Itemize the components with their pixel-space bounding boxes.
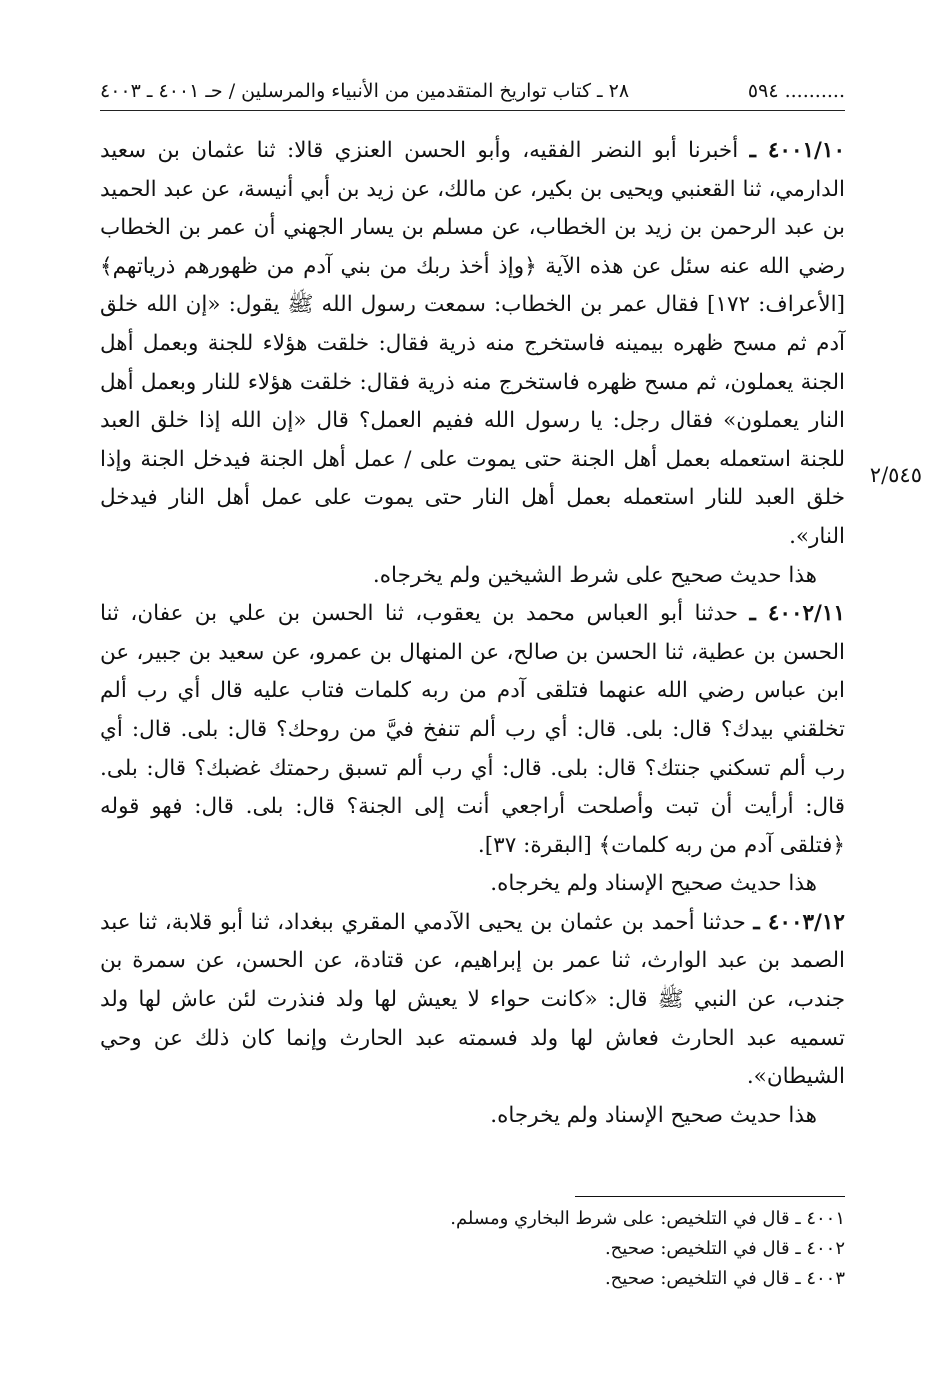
hadith-number: ٤٠٠٣/١٢ ـ [753, 909, 845, 935]
hadith-verdict: هذا حديث صحيح الإسناد ولم يخرجاه. [490, 1102, 817, 1128]
hadith-text: حدثنا أحمد بن عثمان بن يحيى الآدمي المقري ببغداد، ثنا أبو قلابة، ثنا عبد الصمد بن عبد الوارث، ثنا عمر بن إبراهيم، عن قتادة، عن الحسن، عن سمرة بن جندب، عن النبي ﷺ قال: «كانت حواء لا يعيش لها ولد فنذرت لئن عاش لها ولد تسميه عبد الحارث فعاش لها ولد فسمته عبد الحارث وإنما كان ذلك عن وحي الشيطان». [100, 909, 845, 1090]
main-text [100, 132, 845, 1135]
margin-volume-reference: ٢/٥٤٥ [869, 463, 922, 487]
hadith-verdict: هذا حديث صحيح الإسناد ولم يخرجاه. [490, 871, 817, 897]
footnote-item: ٤٠٠٣ ـ قال في التلخيص: صحيح. [604, 1268, 845, 1289]
header-page-number-group [748, 78, 845, 104]
footnote-item: ٤٠٠١ ـ قال في التلخيص: على شرط البخاري ومسلم. [450, 1208, 845, 1229]
header-dots: .......... [784, 80, 845, 102]
footnotes [360, 1204, 845, 1294]
header-page-number: ٥٩٤ [747, 80, 779, 102]
hadith-text: حدثنا أبو العباس محمد بن يعقوب، ثنا الحسن بن علي بن عفان، ثنا الحسن بن عطية، ثنا الحسن بن صالح، عن المنهال بن عمرو، عن سعيد بن جبير، عن ابن عباس رضي الله عنهما فتلقى آدم من ربه كلمات فتاب عليه قال أي رب ألم تخلقني بيدك؟ قال: بلى. قال: أي رب ألم تنفخ فيَّ من روحك؟ قال: بلى. قال: أي رب ألم تسكني جنتك؟ قال: بلى. قال: أي رب ألم تسبق رحمتك غضبك؟ قال: بلى. قال: أرأيت أن تبت وأصلحت أراجعي أنت إلى الجنة؟ قال: بلى. قال: فهو قوله ﴿فتلقى آدم من ربه كلمات﴾ [البقرة: ٣٧]. [100, 601, 845, 858]
hadith-4003 [100, 904, 845, 1097]
footnote-item: ٤٠٠٢ ـ قال في التلخيص: صحيح. [604, 1238, 845, 1259]
hadith-4002 [100, 595, 845, 865]
footnote-rule [575, 1196, 845, 1197]
running-header [100, 78, 845, 104]
hadith-text: أخبرنا أبو النضر الفقيه، وأبو الحسن العنزي قالا: ثنا عثمان بن سعيد الدارمي، ثنا القعنبي ويحيى بن بكير، عن مالك، عن زيد بن أبي أنيسة، عن عبد الحميد بن عبد الرحمن بن زيد بن الخطاب، عن مسلم بن يسار الجهني أن عمر بن الخطاب رضي الله عنه سئل عن هذه الآية ﴿وإذ أخذ ربك من بني آدم من ظهورهم ذرياتهم﴾ [الأعراف: ١٧٢] فقال عمر بن الخطاب: سمعت رسول الله ﷺ يقول: «إن الله خلق آدم ثم مسح ظهره بيمينه فاستخرج منه ذرية فقال: خلقت هؤلاء للجنة وبعمل أهل الجنة يعملون، ثم مسح ظهره فاستخرج منه ذرية فقال: خلقت هؤلاء للنار وبعمل أهل النار يعملون» فقال رجل: يا رسول الله ففيم العمل؟ قال «إن الله إذا خلق العبد للجنة استعمله بعمل أهل الجنة حتى يموت على / عمل أهل الجنة فيدخل الجنة وإذا خلق العبد للنار استعمله بعمل أهل النار حتى يموت على عمل أهل النار فيدخل النار». [100, 138, 845, 549]
header-rule [100, 110, 845, 111]
hadith-verdict: هذا حديث صحيح على شرط الشيخين ولم يخرجاه. [372, 562, 817, 588]
hadith-number: ٤٠٠١/١٠ ـ [749, 138, 845, 163]
hadith-4001 [100, 132, 845, 557]
header-title: ٢٨ ـ كتاب تواريخ المتقدمين من الأنبياء والمرسلين / حـ ٤٠٠١ ـ ٤٠٠٣ [100, 80, 630, 102]
hadith-number: ٤٠٠٢/١١ ـ [749, 601, 845, 627]
